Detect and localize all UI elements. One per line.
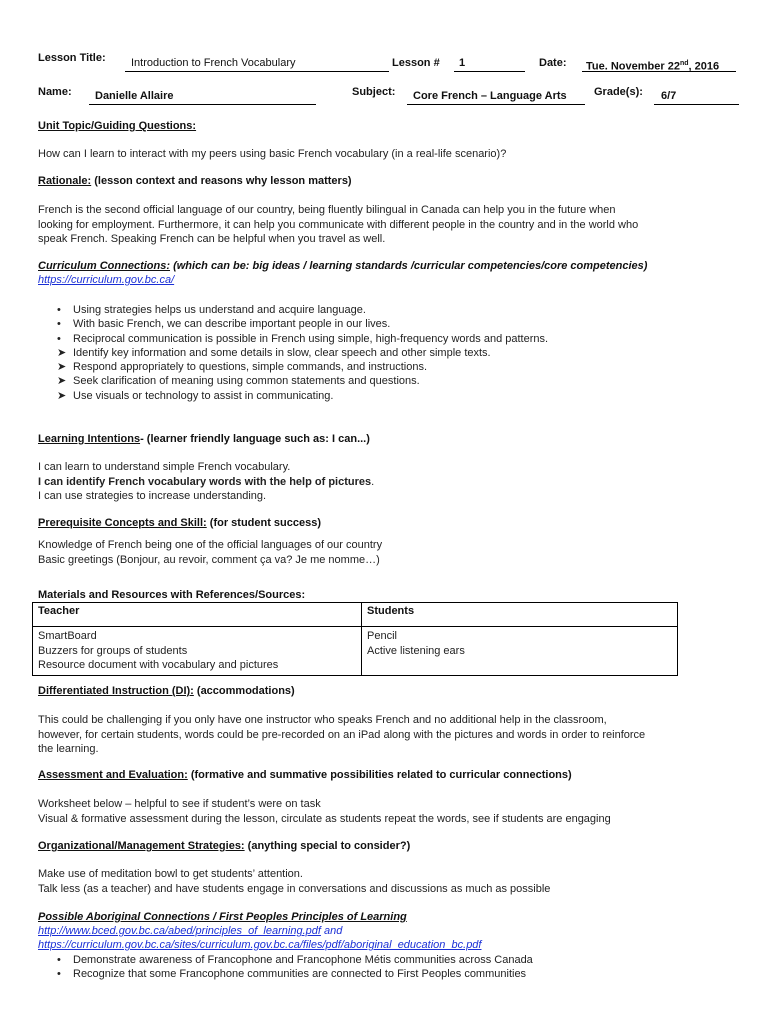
aboriginal-link-1[interactable]: http://www.bced.gov.bc.ca/abed/principles_of_learning.pdf (38, 925, 321, 937)
date-label: Date: (539, 57, 567, 69)
grade-label: Grade(s): (594, 86, 643, 98)
student-materials-cell (362, 627, 678, 676)
list-item-text: Using strategies helps us understand and acquire language. (73, 304, 366, 316)
list-item-text: Identify key information and some details in slow, clear speech and other simple texts. (73, 346, 491, 359)
prerequisite-heading-note: (for student success) (206, 517, 322, 529)
arrow-bullet-icon: ➤ (57, 346, 67, 359)
list-item (57, 360, 548, 374)
org-heading-note: (anything special to consider?) (244, 840, 411, 852)
subject-label: Subject: (352, 86, 396, 98)
bullet-icon: • (57, 318, 61, 331)
org-heading (38, 840, 410, 852)
assessment-heading (38, 769, 572, 781)
date-field[interactable] (582, 57, 736, 72)
aboriginal-list (57, 953, 533, 982)
material-item: Resource document with vocabulary and pictures (38, 659, 279, 671)
list-item (57, 967, 533, 981)
bullet-icon: • (57, 968, 61, 981)
arrow-bullet-icon: ➤ (57, 361, 67, 374)
assessment-text (38, 797, 611, 826)
material-item: Buzzers for groups of students (38, 644, 188, 657)
aboriginal-link-2[interactable]: https://curriculum.gov.bc.ca/sites/curriculum.gov.bc.ca/files/pdf/aboriginal_education_bc.pdf (38, 939, 482, 951)
rationale-heading-main: Rationale: (38, 175, 92, 187)
bullet-icon: • (57, 304, 61, 316)
lesson-number-label: Lesson # (392, 57, 440, 69)
curriculum-list (57, 303, 548, 403)
aboriginal-link-line (38, 925, 342, 937)
org-line: Make use of meditation bowl to get students’ attention. (38, 868, 303, 880)
list-item-text: Respond appropriately to questions, simple commands, and instructions. (73, 361, 428, 374)
rationale-heading-note: (lesson context and reasons why lesson matters) (91, 175, 352, 187)
list-item-text: Demonstrate awareness of Francophone and Francophone Métis communities across Canada (73, 954, 533, 966)
teacher-column-header: Teacher (33, 603, 362, 627)
name-label: Name: (38, 86, 72, 98)
di-text (38, 713, 645, 757)
assessment-line: Worksheet below – helpful to see if student’s were on task (38, 798, 321, 810)
list-item (57, 346, 548, 360)
prerequisite-line: Basic greetings (Bonjour, au revoir, comment ça va? Je me nomme…) (38, 553, 380, 566)
intention-line (38, 475, 374, 490)
prerequisite-heading (38, 517, 321, 529)
list-item-text: Reciprocal communication is possible in French using simple, high-frequency words and patterns. (73, 332, 549, 345)
aboriginal-heading: Possible Aboriginal Connections / First Peoples Principles of Learning (38, 911, 407, 923)
bullet-icon: • (57, 332, 61, 345)
teacher-materials-cell (33, 627, 362, 676)
di-line: This could be challenging if you only have one instructor who speaks French and no additional help in the classroom, (38, 714, 607, 726)
learning-intentions-heading (38, 433, 370, 445)
bullet-icon: • (57, 954, 61, 966)
list-item (57, 374, 548, 388)
date-text: Tue. November 22 (586, 60, 680, 73)
lesson-title-label: Lesson Title: (38, 52, 106, 64)
di-heading-note: (accommodations) (193, 685, 295, 697)
list-item-text: Recognize that some Francophone communities are connected to First Peoples communities (73, 968, 527, 981)
arrow-bullet-icon: ➤ (57, 375, 67, 388)
prerequisite-heading-main: Prerequisite Concepts and Skill: (38, 517, 207, 529)
di-line: however, for certain students, words could be pre-recorded on an iPad along with the pictures and words in order to reinforce (38, 728, 646, 741)
rationale-line: looking for employment. Furthermore, it can help you communicate with different people in the country and in the world who (38, 218, 639, 231)
learning-intentions-heading-note: - (learner friendly language such as: I can...) (140, 433, 370, 445)
prerequisite-text (38, 538, 382, 567)
curriculum-heading (38, 260, 647, 272)
intention-line: I can learn to understand simple French vocabulary. (38, 461, 291, 473)
list-item (57, 303, 548, 317)
intention-line-bold: I can identify French vocabulary words with the help of pictures (38, 475, 372, 488)
rationale-heading (38, 175, 352, 187)
rationale-line: speak French. Speaking French can be helpful when you travel as well. (38, 233, 386, 245)
materials-table (32, 602, 678, 676)
list-item-text: Seek clarification of meaning using common statements and questions. (73, 375, 420, 388)
curriculum-heading-note: (which can be: big ideas / learning standards /curricular competencies/core competencies) (170, 260, 648, 272)
list-item (57, 317, 548, 331)
assessment-heading-note: (formative and summative possibilities related to curricular connections) (187, 769, 572, 781)
list-item-text: Use visuals or technology to assist in communicating. (73, 389, 334, 402)
arrow-bullet-icon: ➤ (57, 389, 67, 402)
rationale-text (38, 203, 638, 247)
curriculum-heading-main: Curriculum Connections: (38, 260, 171, 272)
di-heading-main: Differentiated Instruction (DI): (38, 685, 194, 697)
date-year: , 2016 (688, 60, 720, 73)
rationale-line: French is the second official language of our country, being fluently bilingual in Canada can help you in the future when (38, 204, 616, 216)
intention-line: I can use strategies to increase understanding. (38, 490, 267, 502)
assessment-line: Visual & formative assessment during the lesson, circulate as students repeat the words, see if students are engaging (38, 812, 611, 825)
curriculum-link[interactable]: https://curriculum.gov.bc.ca/ (38, 274, 175, 286)
lesson-number-field[interactable]: 1 (454, 57, 525, 72)
students-column-header: Students (362, 603, 678, 627)
lesson-title-field[interactable]: Introduction to French Vocabulary (125, 57, 389, 72)
name-field[interactable]: Danielle Allaire (89, 90, 316, 105)
org-heading-main: Organizational/Management Strategies: (38, 840, 245, 852)
list-item (57, 953, 533, 967)
di-line: the learning. (38, 743, 99, 755)
list-item-text: With basic French, we can describe important people in our lives. (73, 318, 391, 331)
learning-intentions-text (38, 460, 374, 504)
material-item: Pencil (367, 630, 397, 642)
prerequisite-line: Knowledge of French being one of the official languages of our country (38, 539, 383, 551)
subject-field[interactable]: Core French – Language Arts (407, 90, 585, 105)
grade-field[interactable]: 6/7 (654, 90, 739, 105)
material-item: SmartBoard (38, 630, 97, 642)
link-conjunction: and (320, 925, 343, 937)
learning-intentions-heading-main: Learning Intentions (38, 433, 141, 445)
di-heading (38, 685, 295, 697)
intention-line-end: . (371, 475, 375, 488)
list-item (57, 389, 548, 403)
date-suffix: nd (679, 60, 689, 67)
material-item: Active listening ears (367, 644, 465, 657)
org-line: Talk less (as a teacher) and have students engage in conversations and discussions as much as possible (38, 882, 551, 895)
unit-topic-text: How can I learn to interact with my peers using basic French vocabulary (in a real-life scenario)? (38, 148, 507, 160)
assessment-heading-main: Assessment and Evaluation: (38, 769, 188, 781)
org-text (38, 867, 550, 896)
list-item (57, 332, 548, 346)
materials-heading: Materials and Resources with References/Sources: (38, 589, 306, 601)
unit-topic-heading: Unit Topic/Guiding Questions: (38, 120, 197, 132)
